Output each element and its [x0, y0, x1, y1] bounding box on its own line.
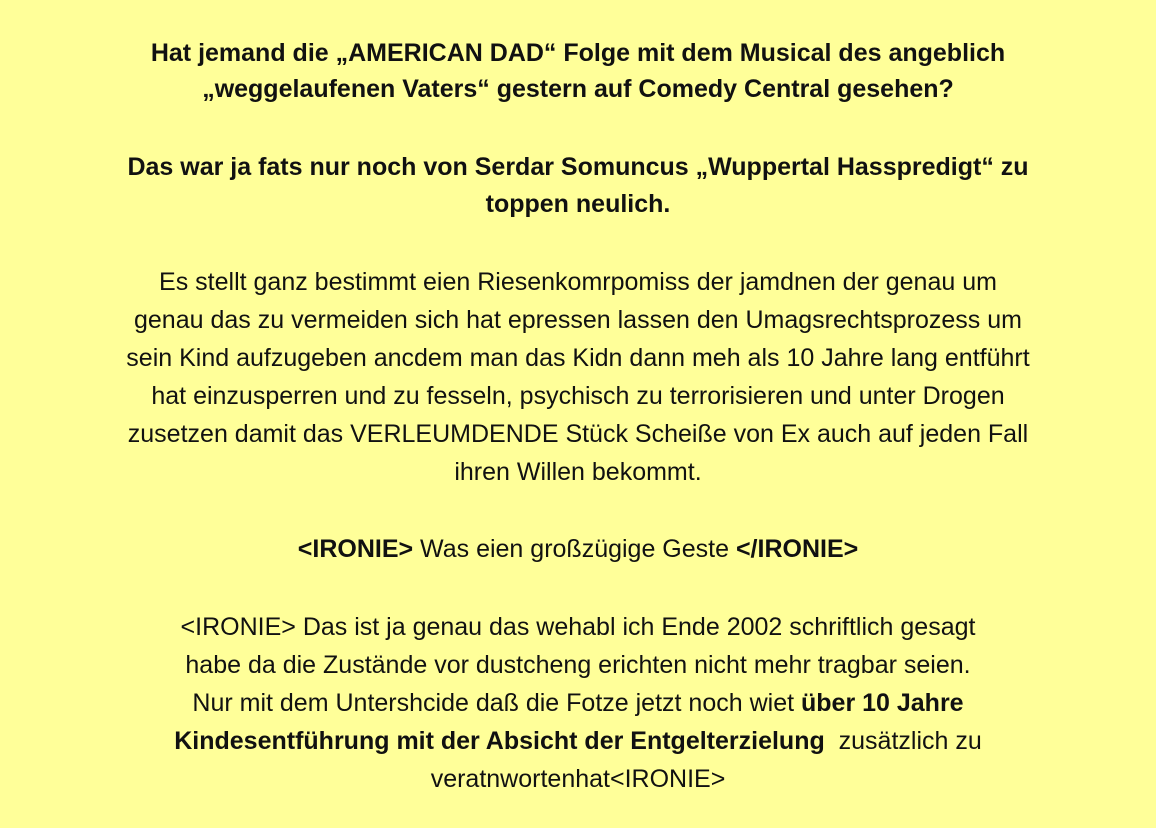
irony-text: Was eien großzügige Geste	[413, 535, 736, 563]
comparison-line-1: Das war ja fats nur noch von Serdar Somuncus „Wuppertal Hasspredigt“ zu	[127, 153, 1029, 181]
body-line-2: genau das zu vermeiden sich hat epressen lassen den Umagsrechtsprozess um	[134, 306, 1022, 334]
irony2-line-5: veratnwortenhat<IRONIE>	[430, 765, 726, 793]
irony2-line-4	[0, 722, 1156, 760]
body-line-4: hat einzusperren und zu fesseln, psychisch zu terrorisieren und unter Drogen	[151, 382, 1005, 410]
comparison-line-2: toppen neulich.	[485, 190, 671, 218]
irony2-line-3	[0, 684, 1156, 722]
irony2-line-4-bold: Kindesentführung mit der Absicht der Entgelterzielung	[174, 727, 825, 755]
body-line-5: zusetzen damit das VERLEUMDENDE Stück Scheiße von Ex auch auf jeden Fall	[127, 420, 1029, 448]
irony2-line-4-normal: zusätzlich zu	[824, 727, 982, 755]
irony2-line-3-normal: Nur mit dem Untershcide daß die Fotze jetzt noch wiet	[192, 689, 801, 717]
body-line-6: ihren Willen bekommt.	[454, 458, 702, 486]
question-line-2: „weggelaufenen Vaters“ gestern auf Comedy Central gesehen?	[202, 75, 954, 103]
irony-close-tag: </IRONIE>	[735, 535, 859, 563]
body-line-3: sein Kind aufzugeben ancdem man das Kidn dann meh als 10 Jahre lang entführt	[126, 344, 1030, 372]
irony2-line-3-bold: über 10 Jahre	[801, 689, 964, 717]
irony2-line-1: <IRONIE> Das ist ja genau das wehabl ich Ende 2002 schriftlich gesagt	[180, 613, 976, 641]
irony-open-tag: <IRONIE>	[297, 535, 414, 563]
question-line-1: Hat jemand die „AMERICAN DAD“ Folge mit dem Musical des angeblich	[150, 39, 1006, 67]
irony-line	[0, 530, 1156, 568]
body-line-1: Es stellt ganz bestimmt eien Riesenkomrpomiss der jamdnen der genau um	[159, 268, 997, 296]
irony2-line-2: habe da die Zustände vor dustcheng erichten nicht mehr tragbar seien.	[185, 651, 971, 679]
